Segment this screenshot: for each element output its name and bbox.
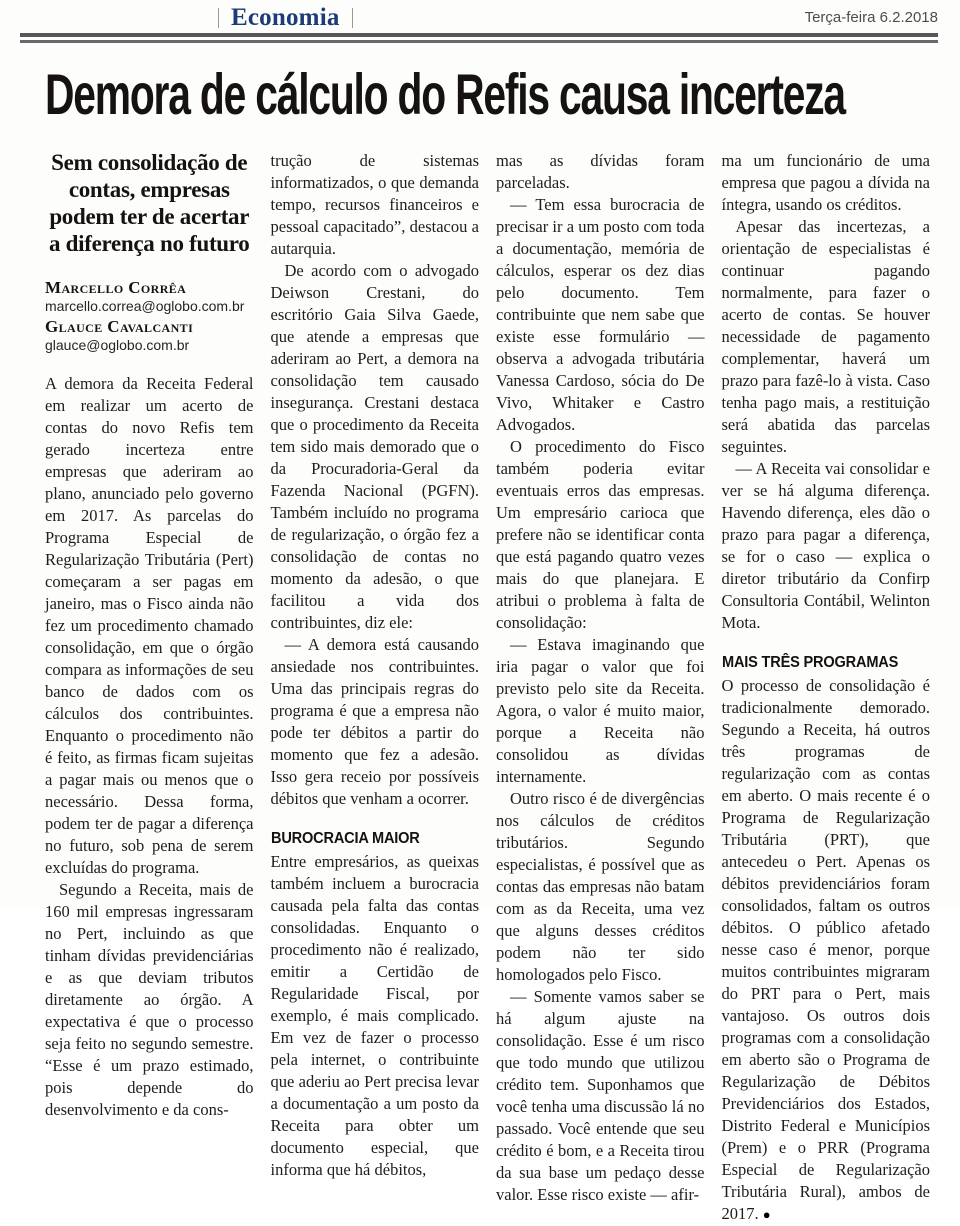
section-header xyxy=(218,4,353,32)
section-divider-left xyxy=(218,8,219,28)
byline-author-1: Marcello Corrêa xyxy=(45,277,187,297)
article-body xyxy=(0,134,960,1226)
paragraph: De acordo com o advogado Deiwson Crestani, do escritório Gaia Silva Gaede, que atende a empresas que aderiram ao Pert, a demora na consolidação tem causado insegurança. Crestani destaca que o procedimento da Receita tem sido mais demorado que o da Procuradoria-Geral da Fazenda Nacional (PGFN). Também incluído no programa de regularização, o órgão fez a consolidação de contas no momento da adesão, o que facilitou a vida dos contribuintes, diz ele: xyxy=(270,261,479,632)
paragraph: ma um funcionário de uma empresa que pagou a dívida na íntegra, usando os créditos. xyxy=(721,151,930,214)
paragraph-quote: — Tem essa burocracia de precisar ir a um posto com toda a documentação, memória de cálculos, esperar os dez dias pelo documento. Tem contribuinte que nem sabe que existe esse formulário — observa a advogada tributária Vanessa Cardoso, sócia do De Vivo, Whitaker e Castro Advogados. xyxy=(496,195,705,434)
masthead xyxy=(0,0,960,33)
byline-author-2: Glauce Cavalcanti xyxy=(45,316,194,336)
paragraph: A demora da Receita Federal em realizar um acerto de contas do novo Refis tem gerado incerteza entre empresas que aderiram ao plano, anunciado pelo governo em 2017. As parcelas do Programa Especial de Regularização Tributária (Pert) começaram a ser pagas em janeiro, mas o Fisco ainda não fez um procedimento chamado consolidação, em que o órgão compara as informações de seu banco de dados com os cálculos dos contribuintes. Enquanto o procedimento não é feito, as firmas ficam sujeitas a pagar mais ou menos que o necessário. Dessa forma, podem ter de pagar a diferença no futuro, sob pena de serem excluídas do programa. xyxy=(45,373,254,877)
edition-date: Terça-feira 6.2.2018 xyxy=(804,9,938,26)
paragraph: trução de sistemas informatizados, o que demanda tempo, recursos financeiros e pessoal capacitado”, destacou a autarquia. xyxy=(270,151,479,258)
section-divider-right xyxy=(352,8,353,28)
section-subhead-burocracia: BUROCRACIA MAIOR xyxy=(270,830,420,847)
paragraph: Outro risco é de divergências nos cálculos de créditos tributários. Segundo especialistas, é possível que as contas das empresas não batam com as da Receita, uma vez que alguns desses créditos podem não ter sido homologados pelo Fisco. xyxy=(496,789,705,984)
column-3 xyxy=(496,150,705,1226)
paragraph: Apesar das incertezas, a orientação de especialistas é continuar pagando normalmente, para fazer o acerto de contas. Se houver necessidade de pagamento complementar, haverá um prazo para fazê-lo à vista. Caso tenha pago mais, a restituição será abatida das parcelas seguintes. xyxy=(721,217,930,456)
paragraph-final xyxy=(722,675,931,1226)
paragraph-text: O processo de consolidação é tradicionalmente demorado. Segundo a Receita, há outros três programas de regularização com as contas em aberto. O mais recente é o Programa de Regularização Tributária (PRT), que antecedeu o Pert. Apenas os débitos previdenciários foram consolidados, faltam os outros débitos. O público afetado nesse caso é menor, porque muitos contribuintes migraram do PRT para o Pert, mais vantajoso. Os outros dois programas com a consolidação em aberto são o Programa de Regularização de Débitos Previdenciários dos Estados, Distrito Federal e Municípios (Prem) e o PRR (Programa Especial de Regularização Tributária Rural), ambos de 2017. xyxy=(721,676,930,1223)
byline-block xyxy=(45,278,254,353)
paragraph: mas as dívidas foram parceladas. xyxy=(496,151,705,192)
article-headline: Demora de cálculo do Refis causa incerteza xyxy=(45,62,845,127)
double-rule xyxy=(20,33,938,43)
paragraph-quote: — Estava imaginando que iria pagar o valor que foi previsto pelo site da Receita. Agora, o valor é muito maior, porque a Receita não consolidou as dívidas internamente. xyxy=(496,635,705,786)
column-2 xyxy=(271,150,480,1226)
section-title: Economia xyxy=(231,4,340,31)
article-deck: Sem consolidação de contas, empresas podem ter de acertar a diferença no futuro xyxy=(49,150,250,256)
paragraph: O procedimento do Fisco também poderia evitar eventuais erros das empresas. Um empresário carioca que prefere não se identificar conta que está pagando quatro vezes mais do que planejara. E atribui o problema à falta de consolidação: xyxy=(496,437,705,632)
byline-email-1: marcello.correa@oglobo.com.br xyxy=(45,297,245,314)
paragraph-quote: — A Receita vai consolidar e ver se há alguma diferença. Havendo diferença, eles dão o prazo para pagar a diferença, se for o caso — explica o diretor tributário da Confirp Consultoria Contábil, Welinton Mota. xyxy=(721,459,930,632)
paragraph-quote: — A demora está causando ansiedade nos contribuintes. Uma das principais regras do programa é que a empresa não pode ter débitos a partir do momento que fez a adesão. Isso gera receio por possíveis débitos que venham a ocorrer. xyxy=(270,635,479,808)
paragraph: Entre empresários, as queixas também incluem a burocracia causada pela falta das contas consolidadas. Enquanto o procedimento não é realizado, emitir a Certidão de Regularidade Fiscal, por exemplo, é mais complicado. Em vez de fazer o processo pela internet, o contribuinte que aderiu ao Pert precisa levar a documentação a um posto da Receita para obter um documento especial, que informa que há débitos, xyxy=(270,852,479,1179)
section-subhead-programas: MAIS TRÊS PROGRAMAS xyxy=(721,654,898,671)
article-end-mark: ● xyxy=(762,1207,771,1222)
byline-email-2: glauce@oglobo.com.br xyxy=(45,336,190,353)
column-4 xyxy=(722,150,931,1226)
paragraph: Segundo a Receita, mais de 160 mil empresas ingressaram no Pert, incluindo as que tinham dívidas previdenciárias e as que deviam tributos diretamente ao órgão. A expectativa é que o processo seja feito no segundo semestre. “Esse é um prazo estimado, pois depende do desenvolvimento e da cons- xyxy=(45,879,254,1119)
paragraph-quote: — Somente vamos saber se há algum ajuste na consolidação. Esse é um risco que todo mundo que utilizou crédito tem. Suponhamos que você tenha uma discussão lá no passado. Você entende que seu crédito é bom, e a Receita tirou da sua base um pedaço desse valor. Esse risco existe — afir- xyxy=(496,987,705,1204)
column-1 xyxy=(45,150,254,1226)
